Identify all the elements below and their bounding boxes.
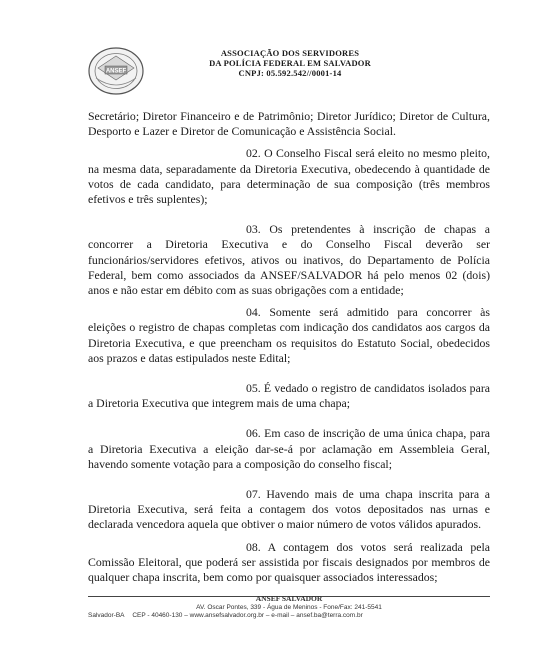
- ansef-seal-logo: [86, 46, 146, 96]
- document-body: [88, 109, 490, 585]
- organization-name: [190, 48, 390, 78]
- paragraph-04: 04. Somente será admitido para concorrer às eleições o registro de chapas completas com indicação dos candidatos aos cargos da Diretoria Executiva, e que preencham os requisitos do Estatuto Social, obedecidos aos prazos e datas estipulados neste Edital;: [88, 305, 490, 365]
- footer-name: ANSEF SALVADOR: [255, 594, 323, 603]
- letterhead-footer: [88, 595, 490, 621]
- paragraph-05: 05. É vedado o registro de candidatos isolados para a Diretoria Executiva que integrem mais de uma chapa;: [88, 381, 490, 411]
- logo-text: ANSEF: [105, 68, 127, 75]
- footer-contact-line: [88, 612, 490, 621]
- letterhead: [0, 0, 557, 100]
- footer-city: Salvador-BA: [88, 612, 125, 619]
- org-name-line1: ASSOCIAÇÃO DOS SERVIDORES: [220, 48, 360, 58]
- footer-address: AV. Oscar Pontes, 339 - Água de Meninos - Fone/Fax: 241-5541: [196, 603, 382, 611]
- paragraph-02: 02. O Conselho Fiscal será eleito no mesmo pleito, na mesma data, separadamente da Diretoria Executiva, obedecendo à quantidade de votos de cada candidato, para determinação de sua composição (três membros efetivos e três suplentes);: [88, 146, 490, 207]
- paragraph-08: 08. A contagem dos votos será realizada pela Comissão Eleitoral, que poderá ser assistida por fiscais designados por membros de qualquer chapa inscrita, bem como por quaisquer associados interessados;: [88, 539, 490, 585]
- footer-contact: CEP - 40460-130 – www.ansefsalvador.org.br – e-mail – ansef.ba@terra.com.br: [132, 612, 363, 619]
- org-name-line2: DA POLÍCIA FEDERAL EM SALVADOR: [209, 58, 371, 68]
- paragraph-07: 07. Havendo mais de uma chapa inscrita para a Diretoria Executiva, será feita a contagem dos votos depositados nas urnas e declarada vencedora aquela que obtiver o maior número de votos válidos apurados.: [88, 487, 490, 532]
- paragraph-06: 06. Em caso de inscrição de uma única chapa, para a Diretoria Executiva a eleição dar-se-á por aclamação em Assembleia Geral, havendo somente votação para a composição do conselho fiscal;: [88, 426, 490, 471]
- org-cnpj: CNPJ: 05.592.542//0001-14: [238, 68, 342, 78]
- paragraph-03: 03. Os pretendentes à inscrição de chapas a concorrer a Diretoria Executiva e do Conselho Fiscal deverão ser funcionários/servidores efetivos, ativos ou inativos, do Departamento de Polícia Federal, bem como associados da ANSEF/SALVADOR há pelo menos 02 (dois) anos e não estar em débito com as suas obrigações com a entidade;: [88, 222, 490, 298]
- paragraph-officers-continued: Secretário; Diretor Financeiro e de Patrimônio; Diretor Jurídico; Diretor de Cultura, Desporto e Lazer e Diretor de Comunicação e Assistência Social.: [88, 109, 490, 139]
